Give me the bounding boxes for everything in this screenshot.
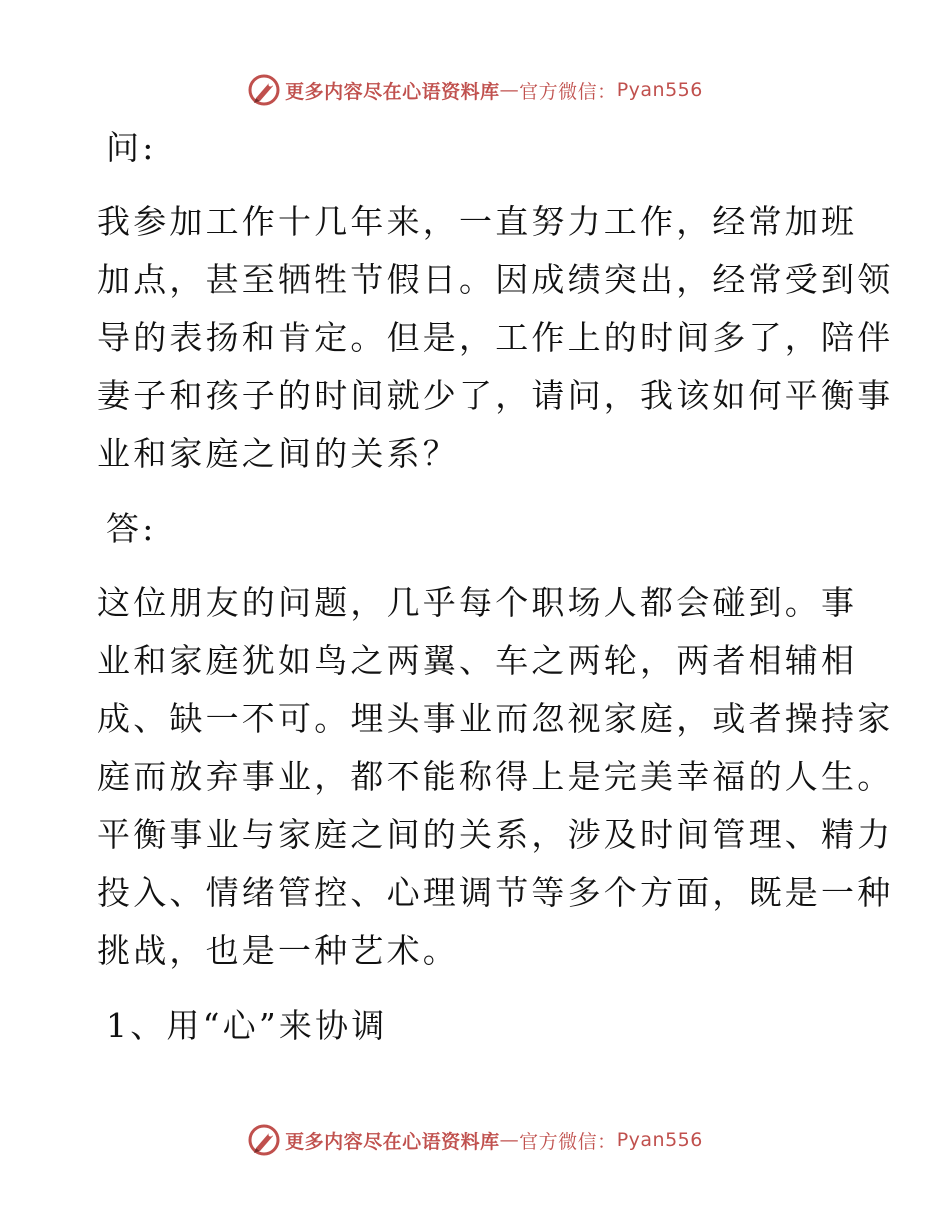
banner-wechat-id: Pyan556 bbox=[616, 1129, 703, 1151]
pen-logo-icon bbox=[247, 1123, 281, 1157]
banner-dash: — bbox=[499, 79, 520, 101]
answer-line: 挑战，也是一种艺术。 bbox=[97, 931, 459, 970]
watermark-banner-bottom bbox=[0, 1120, 950, 1160]
question-label: 问: bbox=[106, 128, 157, 167]
banner-wechat-label: 官方微信： bbox=[519, 1130, 617, 1153]
answer-line: 投入、情绪管控、心理调节等多个方面，既是一种 bbox=[97, 873, 894, 912]
banner-wechat-id: Pyan556 bbox=[616, 79, 703, 101]
section-heading: 1、用“心”来协调 bbox=[106, 1006, 388, 1045]
watermark-banner-top bbox=[0, 70, 950, 110]
banner-dash: — bbox=[499, 1129, 520, 1151]
answer-line: 平衡事业与家庭之间的关系，涉及时间管理、精力 bbox=[97, 815, 894, 854]
pen-logo-icon bbox=[247, 73, 281, 107]
question-line: 业和家庭之间的关系？ bbox=[97, 434, 459, 473]
banner-wechat-label: 官方微信： bbox=[519, 80, 617, 103]
answer-line: 成、缺一不可。埋头事业而忽视家庭，或者操持家 bbox=[97, 699, 894, 738]
banner-main-text: 更多内容尽在心语资料库 bbox=[285, 80, 500, 103]
question-line: 加点，甚至牺牲节假日。因成绩突出，经常受到领 bbox=[97, 260, 894, 299]
answer-line: 这位朋友的问题，几乎每个职场人都会碰到。事 bbox=[97, 583, 858, 622]
question-paragraph bbox=[97, 193, 894, 483]
question-line: 妻子和孩子的时间就少了，请问，我该如何平衡事 bbox=[97, 376, 894, 415]
answer-line: 庭而放弃事业，都不能称得上是完美幸福的人生。 bbox=[97, 757, 894, 796]
answer-paragraph bbox=[97, 574, 894, 980]
answer-line: 业和家庭犹如鸟之两翼、车之两轮，两者相辅相 bbox=[97, 641, 858, 680]
answer-label: 答: bbox=[106, 509, 157, 548]
banner-main-text: 更多内容尽在心语资料库 bbox=[285, 1130, 500, 1153]
question-line: 导的表扬和肯定。但是，工作上的时间多了，陪伴 bbox=[97, 318, 894, 357]
question-line: 我参加工作十几年来，一直努力工作，经常加班 bbox=[97, 202, 858, 241]
